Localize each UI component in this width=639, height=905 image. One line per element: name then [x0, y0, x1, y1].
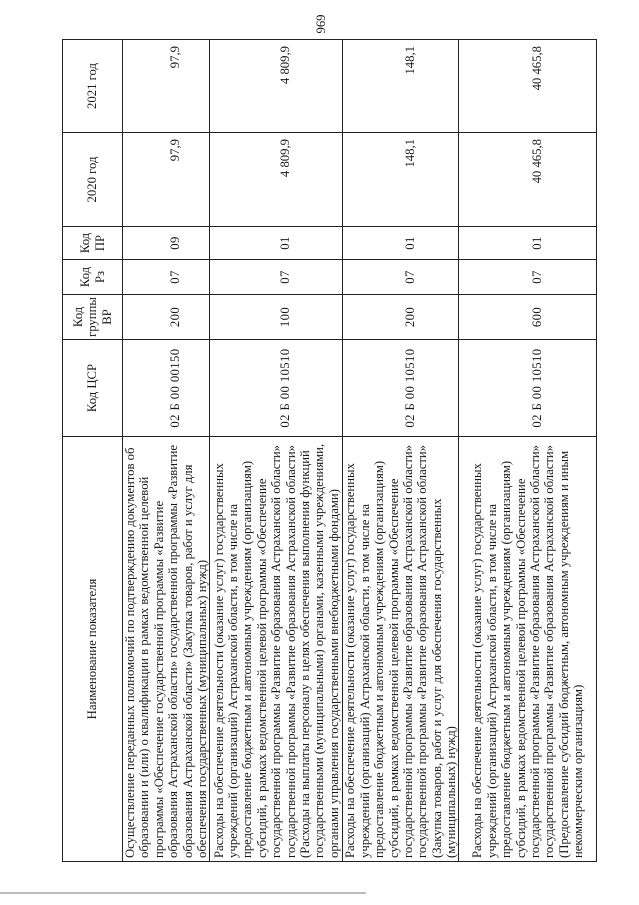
table-row — [343, 40, 459, 862]
indicator-name-line: предоставление бюджетным и автономным учреждениям (организациям) — [240, 460, 255, 858]
table-header — [63, 40, 123, 862]
indicator-name-line: государственными (муниципальными) органами, казенными учреждениями, — [312, 443, 327, 858]
indicator-name-line: образования Астраханской области» государственной программы «Развитие — [166, 444, 181, 858]
code-rz-cell: 07 — [210, 260, 343, 295]
code-vr-cell: 600 — [459, 295, 597, 340]
indicator-name-line: учреждений (организаций) Астраханской области, в том числе на — [484, 504, 499, 858]
indicator-name-line: (муниципальных) нужд) — [444, 726, 459, 858]
code-pr-cell: 01 — [459, 227, 597, 260]
indicator-name-line: предоставление бюджетным и автономным учреждениям (организациям) — [372, 460, 387, 858]
header-code-vr: Код группы ВР — [63, 295, 123, 340]
header-code-pr: Код ПР — [63, 227, 123, 260]
indicator-name-line: органами управления государственными внебюджетными фондами) — [326, 489, 341, 858]
code-vr-cell: 200 — [123, 295, 210, 340]
scan-edge-line — [0, 892, 366, 894]
code-vr-cell: 100 — [210, 295, 343, 340]
header-code-rz: Код Рз — [63, 260, 123, 295]
header-row — [63, 40, 123, 862]
value-2020-cell: 148,1 — [343, 133, 459, 227]
indicator-name-line: государственной программы «Развитие образования Астраханской области» — [527, 444, 542, 858]
indicator-name-line: (Расходы на выплаты персоналу в целях обеспечения выполнения функций — [297, 450, 312, 858]
page-number: 969 — [314, 14, 328, 34]
rotated-table-sheet — [62, 40, 595, 862]
indicator-name-line: Расходы на обеспечение деятельности (оказание услуг) государственных — [211, 463, 226, 858]
budget-table — [62, 39, 597, 862]
value-2020-cell: 97,9 — [123, 133, 210, 227]
header-code-csr: Код ЦСР — [63, 340, 123, 437]
value-2021-cell: 40 465,8 — [459, 40, 597, 133]
table-body — [123, 40, 597, 862]
indicator-name-line: Осуществление переданных полномочий по подтверждению документов об — [123, 447, 137, 858]
indicator-name-line: (Закупка товаров, работ и услуг для обеспечения государственных — [429, 498, 444, 858]
header-year-2020: 2020 год — [63, 133, 123, 227]
code-vr-cell: 200 — [343, 295, 459, 340]
indicator-name-cell — [210, 437, 343, 862]
header-year-2021: 2021 год — [63, 40, 123, 133]
value-2020-cell: 4 809,9 — [210, 133, 343, 227]
indicator-name-line: субсидий, в рамках ведомственной целевой программы «Обеспечение — [386, 478, 401, 858]
indicator-name-cell — [343, 437, 459, 862]
indicator-name-line: предоставление бюджетным и автономным учреждениям (организациям) — [499, 460, 514, 858]
code-rz-cell: 07 — [343, 260, 459, 295]
code-csr-cell: 02 Б 00 00150 — [123, 340, 210, 437]
indicator-name-line: государственной программы «Развитие образования Астраханской области» — [400, 444, 415, 858]
value-2021-cell: 97,9 — [123, 40, 210, 133]
code-csr-cell: 02 Б 00 10510 — [459, 340, 597, 437]
indicator-name-line: государственной программы «Развитие образования Астраханской области» — [283, 444, 298, 858]
indicator-name-line: государственной программы «Развитие образования Астраханской области» — [542, 444, 557, 858]
table-row — [210, 40, 343, 862]
code-csr-cell: 02 Б 00 10510 — [343, 340, 459, 437]
indicator-name-line: (Предоставление субсидий бюджетным, автономным учреждениям и иным — [556, 450, 571, 858]
value-2020-cell: 40 465,8 — [459, 133, 597, 227]
code-rz-cell: 07 — [459, 260, 597, 295]
code-rz-cell: 07 — [123, 260, 210, 295]
indicator-name-line: Расходы на обеспечение деятельности (оказание услуг) государственных — [343, 463, 358, 858]
indicator-name-line: некоммерческим организациям) — [571, 684, 586, 858]
indicator-name-line: субсидий, в рамках ведомственной целевой программы «Обеспечение — [254, 478, 269, 858]
value-2021-cell: 4 809,9 — [210, 40, 343, 133]
table-row — [123, 40, 210, 862]
indicator-name-line: Расходы на обеспечение деятельности (оказание услуг) государственных — [470, 463, 485, 858]
table-row — [459, 40, 597, 862]
indicator-name-line: субсидий, в рамках ведомственной целевой программы «Обеспечение — [513, 478, 528, 858]
indicator-name-line: государственной программы «Развитие образования Астраханской области» — [269, 444, 284, 858]
code-pr-cell: 01 — [343, 227, 459, 260]
code-csr-cell: 02 Б 00 10510 — [210, 340, 343, 437]
code-pr-cell: 09 — [123, 227, 210, 260]
indicator-name-line: образования Астраханской области» (Закупка товаров, работ и услуг для — [180, 464, 195, 858]
value-2021-cell: 148,1 — [343, 40, 459, 133]
indicator-name-line: образовании и (или) о квалификации в рамках ведомственной целевой — [137, 476, 152, 858]
indicator-name-line: учреждений (организаций) Астраханской области, в том числе на — [225, 504, 240, 858]
indicator-name-line: обеспечения государственных (муниципальных) нужд) — [194, 559, 209, 858]
indicator-name-cell — [459, 437, 597, 862]
indicator-name-cell — [123, 437, 210, 862]
indicator-name-line: государственной программы «Развитие образования Астраханской области» — [415, 444, 430, 858]
indicator-name-line: программы «Обеспечение государственной программы «Развитие — [151, 500, 166, 858]
header-indicator-name: Наименование показателя — [63, 437, 123, 862]
code-pr-cell: 01 — [210, 227, 343, 260]
indicator-name-line: учреждений (организаций) Астраханской области, в том числе на — [357, 504, 372, 858]
